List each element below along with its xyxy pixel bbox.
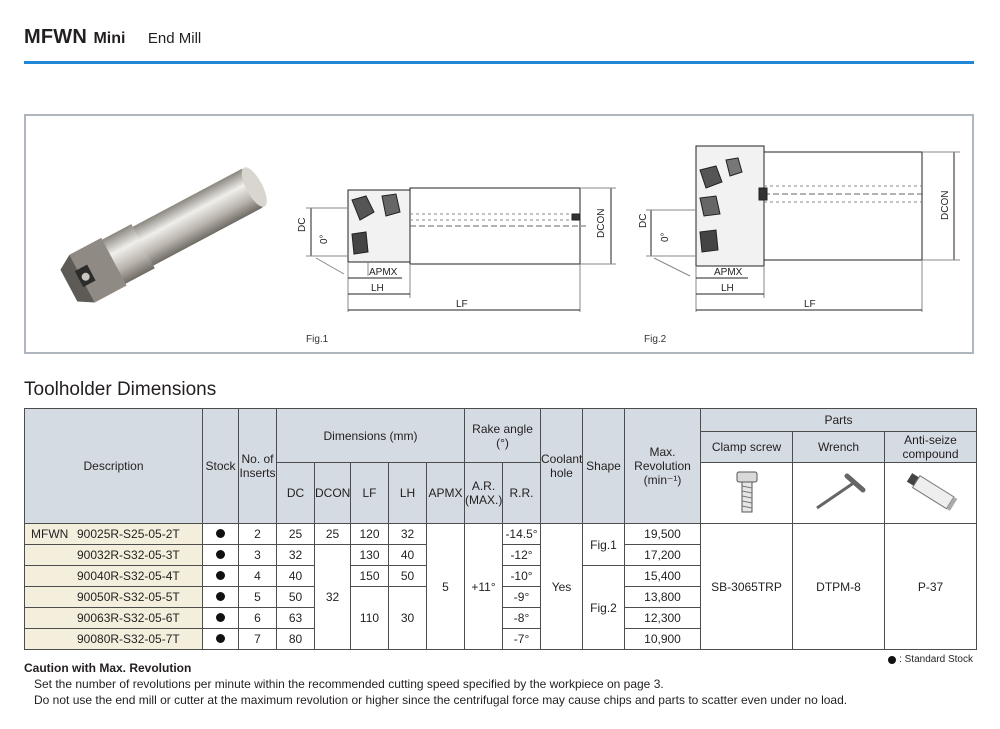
fig1-apmx-label: APMX (369, 267, 398, 278)
rr-cell: -7° (503, 629, 541, 650)
lf-cell: 130 (351, 545, 389, 566)
rr-cell: -9° (503, 587, 541, 608)
header-rr: R.R. (503, 463, 541, 524)
section-title: Toolholder Dimensions (24, 379, 217, 400)
figures-illustration (26, 116, 972, 352)
fig1-lf-label: LF (456, 299, 468, 310)
dc-cell: 32 (277, 545, 315, 566)
header-inserts: No. of Inserts (239, 409, 277, 524)
header-apmx: APMX (427, 463, 465, 524)
rr-cell: -12° (503, 545, 541, 566)
product-subtitle: End Mill (147, 30, 202, 47)
description-cell (25, 524, 203, 545)
inserts-cell: 5 (239, 587, 277, 608)
inserts-cell: 2 (239, 524, 277, 545)
wrench-cell: DTPM-8 (793, 524, 885, 650)
description-code: 90032R-S32-05-3T (77, 548, 180, 562)
caution-line-1: Set the number of revolutions per minute within the recommended cutting speed specified by the workpiece on page 3. (34, 677, 664, 691)
stock-cell (203, 629, 239, 650)
lh-cell: 40 (389, 545, 427, 566)
description-cell (25, 608, 203, 629)
legend-text: : Standard Stock (899, 654, 973, 665)
stock-legend (888, 654, 973, 665)
apmx-cell: 5 (427, 524, 465, 650)
stock-cell (203, 545, 239, 566)
dc-cell: 40 (277, 566, 315, 587)
description-cell (25, 587, 203, 608)
dcon-cell: 25 (315, 524, 351, 545)
lh-cell: 30 (389, 587, 427, 650)
rr-cell: -10° (503, 566, 541, 587)
clamp-screw-image (701, 463, 793, 524)
inserts-cell: 7 (239, 629, 277, 650)
standard-stock-dot-icon (216, 592, 225, 601)
coolant-cell: Yes (541, 524, 583, 650)
header-rake-angle: Rake angle (°) (465, 409, 541, 463)
anti-seize-image (885, 463, 977, 524)
fig2-lf-label: LF (804, 299, 816, 310)
standard-stock-dot-icon (216, 529, 225, 538)
stock-cell (203, 587, 239, 608)
standard-stock-dot-icon (216, 550, 225, 559)
shape-fig1-cell: Fig.1 (583, 524, 625, 566)
fig2-lh-label: LH (721, 283, 734, 294)
lh-cell: 32 (389, 524, 427, 545)
header-lh: LH (389, 463, 427, 524)
page-header (24, 26, 201, 49)
header-parts: Parts (701, 409, 977, 432)
description-code: 90040R-S32-05-4T (77, 569, 180, 583)
header-lf: LF (351, 463, 389, 524)
anti-seize-tube-icon (899, 470, 963, 514)
stock-cell (203, 608, 239, 629)
header-coolant: Coolant hole (541, 409, 583, 524)
wrench-image (793, 463, 885, 524)
fig1-dcon-label: DCON (596, 208, 607, 238)
description-code: 90025R-S25-05-2T (77, 527, 180, 541)
shape-fig2-cell: Fig.2 (583, 566, 625, 650)
anti-seize-cell: P-37 (885, 524, 977, 650)
model-name: MFWN (24, 26, 87, 48)
header-wrench: Wrench (793, 432, 885, 463)
toolholder-dimensions-table (24, 408, 977, 650)
standard-stock-dot-icon (216, 613, 225, 622)
caution-title: Caution with Max. Revolution (24, 661, 192, 675)
header-dimensions: Dimensions (mm) (277, 409, 465, 463)
fig2-caption: Fig.2 (644, 334, 667, 345)
fig2-apmx-label: APMX (714, 267, 743, 278)
header-description: Description (25, 409, 203, 524)
maxrev-cell: 12,300 (625, 608, 701, 629)
lh-cell: 50 (389, 566, 427, 587)
fig1-caption: Fig.1 (306, 334, 329, 345)
lf-cell: 150 (351, 566, 389, 587)
description-code: 90080R-S32-05-7T (77, 632, 180, 646)
lf-cell: 110 (351, 587, 389, 650)
description-cell (25, 566, 203, 587)
figure-box (24, 114, 974, 354)
fig1-drawing (306, 188, 616, 312)
fig2-drawing (646, 146, 960, 312)
clamp-screw-icon (732, 470, 762, 514)
standard-stock-dot-icon (888, 656, 896, 664)
tool-photo (56, 159, 274, 309)
description-code: 90063R-S32-05-6T (77, 611, 180, 625)
dcon-cell: 32 (315, 545, 351, 650)
inserts-cell: 3 (239, 545, 277, 566)
header-max-revolution-unit: (min⁻¹) (643, 473, 682, 487)
description-cell (25, 629, 203, 650)
table-row (25, 524, 977, 545)
description-prefix: MFWN (31, 527, 69, 541)
fig1-angle-label: 0° (319, 234, 330, 244)
clamp-screw-cell: SB-3065TRP (701, 524, 793, 650)
description-cell (25, 545, 203, 566)
fig2-dcon-label: DCON (940, 190, 951, 220)
header-shape: Shape (583, 409, 625, 524)
header-ar: A.R. (MAX.) (465, 463, 503, 524)
rr-cell: -8° (503, 608, 541, 629)
header-anti-seize: Anti-seize compound (885, 432, 977, 463)
dc-cell: 25 (277, 524, 315, 545)
fig2-dc-label: DC (638, 213, 649, 228)
rr-cell: -14.5° (503, 524, 541, 545)
dc-cell: 80 (277, 629, 315, 650)
description-code: 90050R-S32-05-5T (77, 590, 180, 604)
standard-stock-dot-icon (216, 634, 225, 643)
header-max-revolution-label: Max. Revolution (634, 445, 691, 473)
header-dc: DC (277, 463, 315, 524)
header-dcon: DCON (315, 463, 351, 524)
fig1-lh-label: LH (371, 283, 384, 294)
header-stock: Stock (203, 409, 239, 524)
dc-cell: 63 (277, 608, 315, 629)
inserts-cell: 6 (239, 608, 277, 629)
maxrev-cell: 19,500 (625, 524, 701, 545)
model-mini: Mini (93, 30, 126, 47)
maxrev-cell: 13,800 (625, 587, 701, 608)
ar-cell: +11° (465, 524, 503, 650)
inserts-cell: 4 (239, 566, 277, 587)
dc-cell: 50 (277, 587, 315, 608)
fig1-dc-label: DC (297, 217, 308, 232)
lf-cell: 120 (351, 524, 389, 545)
fig2-angle-label: 0° (660, 232, 671, 242)
standard-stock-dot-icon (216, 571, 225, 580)
header-clamp-screw: Clamp screw (701, 432, 793, 463)
wrench-icon (809, 470, 869, 514)
header-rule (24, 61, 974, 64)
header-max-revolution (625, 409, 701, 524)
caution-note (24, 660, 847, 708)
maxrev-cell: 15,400 (625, 566, 701, 587)
caution-line-2: Do not use the end mill or cutter at the maximum revolution or higher since the centrifugal force may cause chips and parts to scatter even under no load. (34, 693, 848, 707)
stock-cell (203, 566, 239, 587)
maxrev-cell: 17,200 (625, 545, 701, 566)
maxrev-cell: 10,900 (625, 629, 701, 650)
stock-cell (203, 524, 239, 545)
